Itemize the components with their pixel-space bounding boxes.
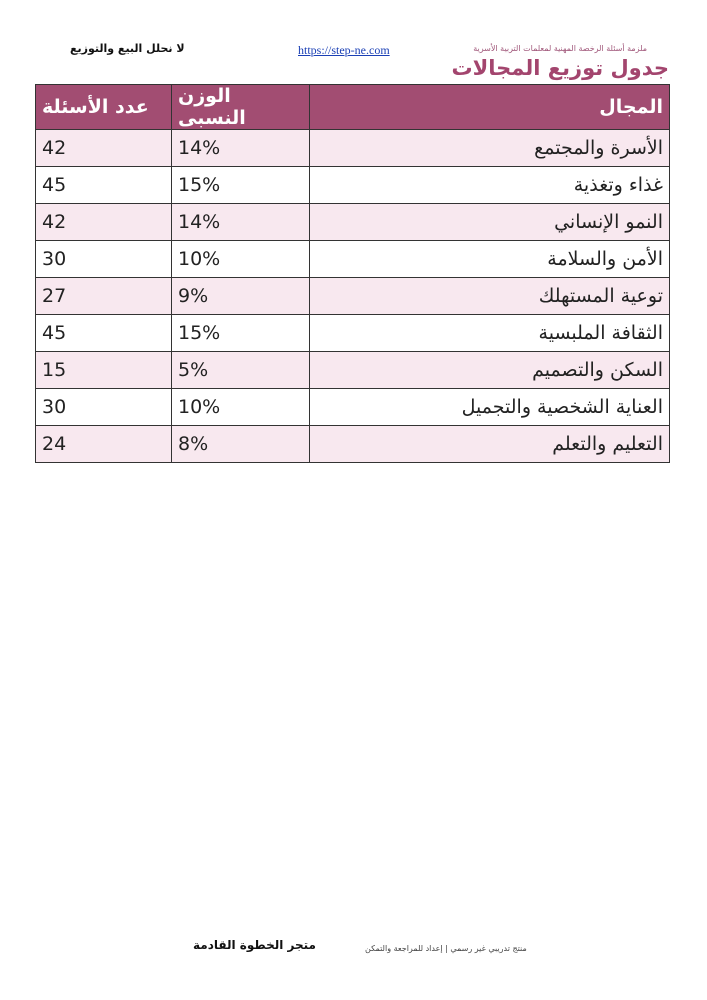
count-cell: 42 <box>36 130 172 167</box>
domain-cell: الأسرة والمجتمع <box>310 130 670 167</box>
count-cell: 30 <box>36 241 172 278</box>
weight-cell: 9% <box>172 278 310 315</box>
table-row <box>36 241 670 278</box>
table-row <box>36 167 670 204</box>
table-row <box>36 352 670 389</box>
weight-cell: 10% <box>172 241 310 278</box>
weight-cell: 14% <box>172 204 310 241</box>
count-cell: 30 <box>36 389 172 426</box>
footer-note: منتج تدريبي غير رسمي | إعداد للمراجعة والتمكن <box>365 944 527 953</box>
distribution-table <box>35 84 670 463</box>
weight-cell: 14% <box>172 130 310 167</box>
count-cell: 45 <box>36 315 172 352</box>
header-weight: الوزن النسبى <box>172 85 310 130</box>
table-row <box>36 389 670 426</box>
weight-cell: 15% <box>172 315 310 352</box>
domain-cell: السكن والتصميم <box>310 352 670 389</box>
table-row <box>36 278 670 315</box>
domain-cell: توعية المستهلك <box>310 278 670 315</box>
table-row <box>36 130 670 167</box>
count-cell: 42 <box>36 204 172 241</box>
domain-cell: غذاء وتغذية <box>310 167 670 204</box>
header-right-note: ملزمة أسئلة الرخصة المهنية لمعلمات التربية الأسرية <box>473 44 647 53</box>
domain-cell: الثقافة الملبسية <box>310 315 670 352</box>
header-left-note: لا نحلل البيع والتوزيع <box>70 42 185 55</box>
weight-cell: 15% <box>172 167 310 204</box>
table-header-row <box>36 85 670 130</box>
domain-cell: الأمن والسلامة <box>310 241 670 278</box>
domain-cell: التعليم والتعلم <box>310 426 670 463</box>
page-title: جدول توزيع المجالات <box>451 56 669 80</box>
count-cell: 15 <box>36 352 172 389</box>
count-cell: 27 <box>36 278 172 315</box>
table-row <box>36 204 670 241</box>
count-cell: 45 <box>36 167 172 204</box>
header-domain: المجال <box>310 85 670 130</box>
count-cell: 24 <box>36 426 172 463</box>
header-count: عدد الأسئلة <box>36 85 172 130</box>
weight-cell: 5% <box>172 352 310 389</box>
table-row <box>36 426 670 463</box>
domain-cell: العناية الشخصية والتجميل <box>310 389 670 426</box>
weight-cell: 10% <box>172 389 310 426</box>
domain-cell: النمو الإنساني <box>310 204 670 241</box>
site-link[interactable]: https://step-ne.com <box>298 43 390 57</box>
table-row <box>36 315 670 352</box>
weight-cell: 8% <box>172 426 310 463</box>
footer-store-name: متجر الخطوة القادمة <box>193 938 316 952</box>
